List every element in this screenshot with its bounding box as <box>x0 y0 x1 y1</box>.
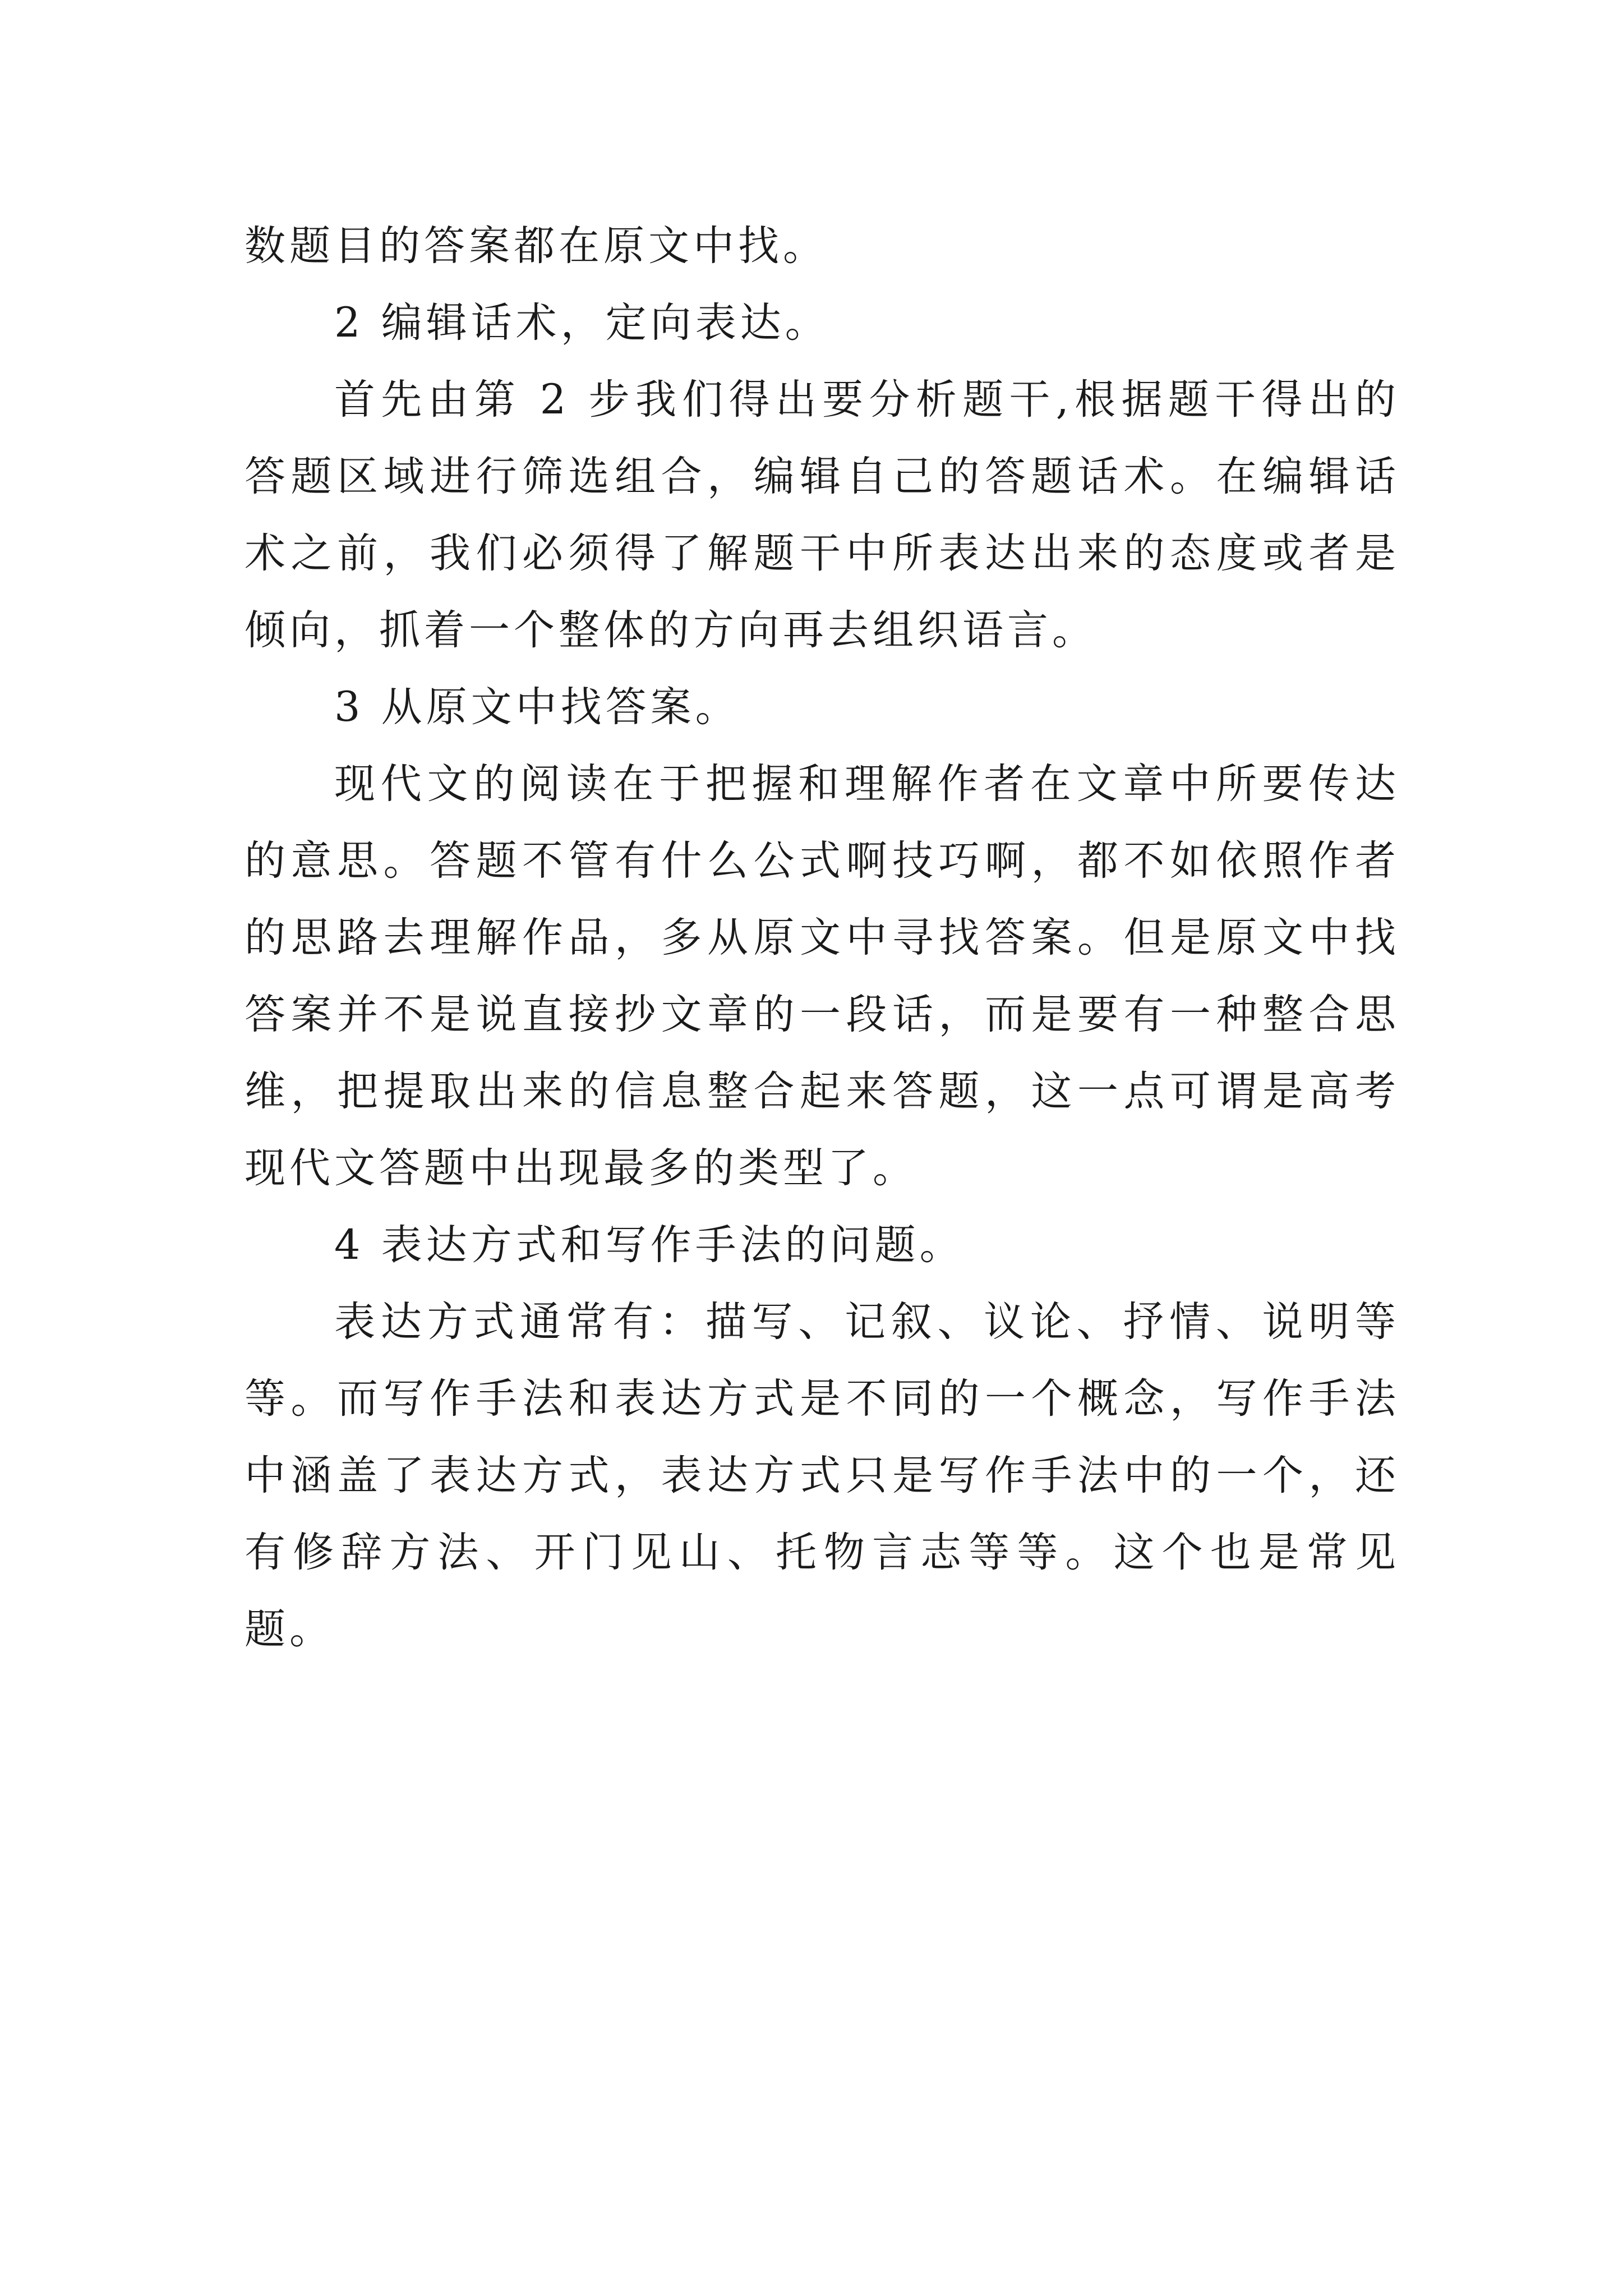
heading-step-4: 4 表达方式和写作手法的问题。 <box>334 1221 965 1269</box>
paragraph-step-2: 首先由第 2 步我们得出要分析题干,根据题干得出的答题区域进行筛选组合，编辑自己的答题话术。在编辑话术之前，我们必须得了解题干中所表达出来的态度或者是倾向，抓着一个整体的方向再去组织语言。 <box>245 376 1400 654</box>
paragraph-step-3: 现代文的阅读在于把握和理解作者在文章中所要传达的意思。答题不管有什么公式啊技巧啊，都不如依照作者的思路去理解作品，多从原文中寻找答案。但是原文中找答案并不是说直接抄文章的一段话，而是要有一种整合思维，把提取出来的信息整合起来答题，这一点可谓是高考现代文答题中出现最多的类型了。 <box>245 760 1400 1192</box>
paragraph-step-4: 表达方式通常有：描写、记叙、议论、抒情、说明等等。而写作手法和表达方式是不同的一个概念，写作手法中涵盖了表达方式，表达方式只是写作手法中的一个，还有修辞方法、开门见山、托物言志等等。这个也是常见题。 <box>245 1298 1400 1653</box>
heading-step-3: 3 从原文中找答案。 <box>334 683 740 731</box>
document-body <box>245 208 1400 1668</box>
paragraph-continuation: 数题目的答案都在原文中找。 <box>245 222 828 270</box>
heading-step-2: 2 编辑话术，定向表达。 <box>334 299 830 347</box>
